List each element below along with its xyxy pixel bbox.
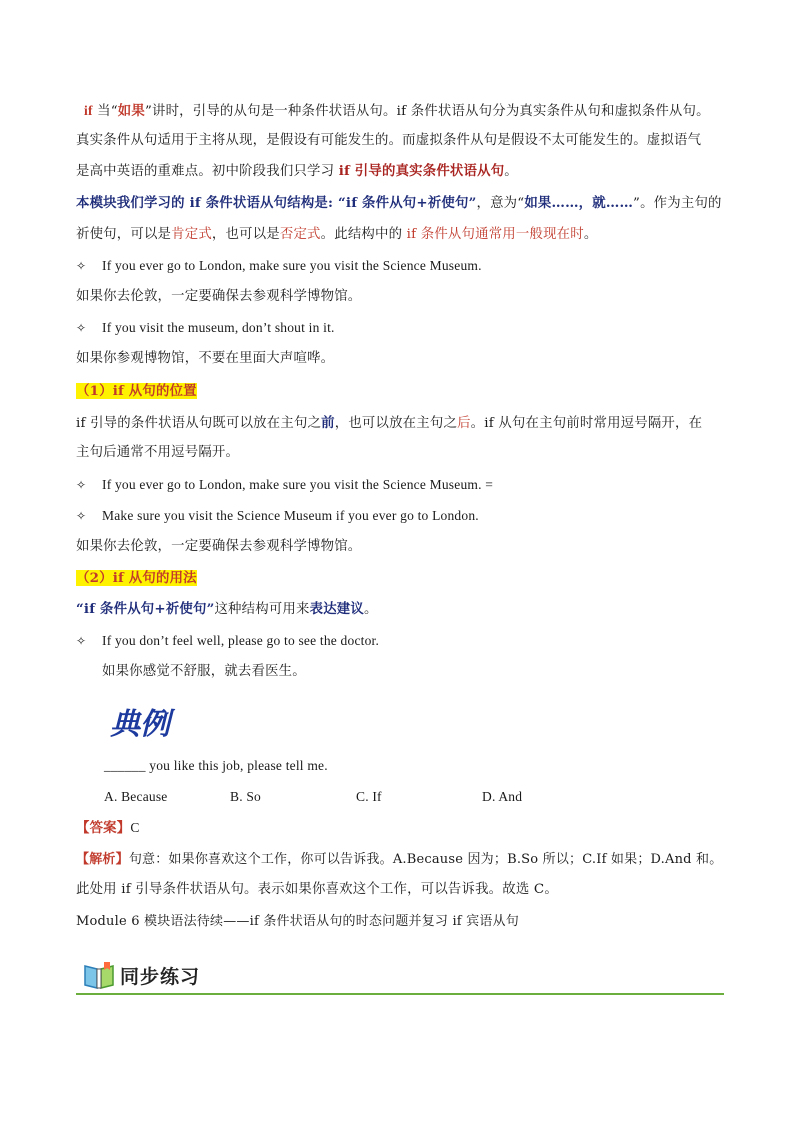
section-divider bbox=[76, 993, 724, 995]
typical-example-stamp-icon bbox=[108, 702, 184, 742]
example-1-zh: 如果你去伦敦，一定要确保去参观科学博物馆。 bbox=[76, 289, 362, 304]
intro-line-1: if 当“如果”讲时，引导的从句是一种条件状语从句。if 条件状语从句分为真实条件从句和虚拟条件从句。 bbox=[84, 103, 710, 119]
bullet-icon: ✧ bbox=[76, 321, 87, 335]
example-2-zh: 如果你参观博物馆，不要在里面大声喧哗。 bbox=[76, 351, 335, 366]
example-1-en: ✧ If you ever go to London, make sure you visit the Science Museum. bbox=[76, 256, 726, 276]
bullet-icon: ✧ bbox=[76, 509, 87, 523]
sync-practice-header bbox=[76, 956, 726, 998]
section-2-heading: （2）if 从句的用法 bbox=[76, 570, 197, 586]
section-1-p2: 主句后通常不用逗号隔开。 bbox=[76, 445, 240, 460]
question-options bbox=[104, 787, 754, 807]
bullet-icon: ✧ bbox=[76, 634, 87, 648]
option-b: B. So bbox=[230, 789, 262, 804]
section-1-example-1: ✧ If you ever go to London, make sure you visit the Science Museum. = bbox=[76, 475, 726, 495]
option-d: D. And bbox=[482, 789, 523, 804]
section-2-p1: “if 条件从句+祈使句”这种结构可用来表达建议。 bbox=[76, 601, 378, 617]
typical-example-stamp bbox=[108, 702, 184, 742]
question-text: ______ you like this job, please tell me. bbox=[104, 758, 328, 773]
intro-line-5: 祈使句，可以是肯定式，也可以是否定式。此结构中的 if 条件从句通常用一般现在时。 bbox=[76, 227, 598, 242]
sync-practice-label: 同步练习 bbox=[120, 966, 201, 988]
section-2-zh: 如果你感觉不舒服，就去看医生。 bbox=[102, 664, 306, 679]
option-c: C. If bbox=[356, 789, 382, 804]
intro-line-2: 真实条件从句适用于主将从现，是假设有可能发生的。而虚拟条件从句是假设不太可能发生的。虚拟语气 bbox=[76, 133, 702, 148]
section-1-zh: 如果你去伦敦，一定要确保去参观科学博物馆。 bbox=[76, 539, 362, 554]
bullet-icon: ✧ bbox=[76, 259, 87, 273]
module-title: Module 6 模块语法待续——if 条件状语从句的时态问题并复习 if 宾语从句 bbox=[76, 914, 519, 929]
option-a: A. Because bbox=[104, 789, 168, 804]
analysis-line-1: 【解析】句意：如果你喜欢这个工作，你可以告诉我。A.Because 因为；B.So 所以；C.If 如果；D.And 和。 bbox=[76, 852, 723, 867]
example-2-en: ✧ If you visit the museum, don’t shout in it. bbox=[76, 318, 726, 338]
book-icon bbox=[82, 960, 116, 990]
intro-line-3: 是高中英语的重难点。初中阶段我们只学习 if 引导的真实条件状语从句。 bbox=[76, 163, 518, 179]
answer-line: 【答案】C bbox=[76, 820, 140, 836]
section-2-example: ✧ If you don’t feel well, please go to see the doctor. bbox=[76, 631, 726, 651]
analysis-line-2: 此处用 if 引导条件状语从句。表示如果你喜欢这个工作，可以告诉我。故选 C。 bbox=[76, 882, 558, 897]
section-1-example-2: ✧ Make sure you visit the Science Museum if you ever go to London. bbox=[76, 506, 726, 526]
intro-line-4: 本模块我们学习的 if 条件状语从句结构是: “if 条件从句+祈使句”，意为“如果……，就……”。作为主句的 bbox=[76, 195, 722, 211]
bullet-icon: ✧ bbox=[76, 478, 87, 492]
section-1-p1: if 引导的条件状语从句既可以放在主句之前，也可以放在主句之后。if 从句在主句前时常用逗号隔开，在 bbox=[76, 415, 703, 431]
svg-text:典例: 典例 bbox=[110, 707, 170, 742]
section-1-heading: （1）if 从句的位置 bbox=[76, 383, 197, 399]
